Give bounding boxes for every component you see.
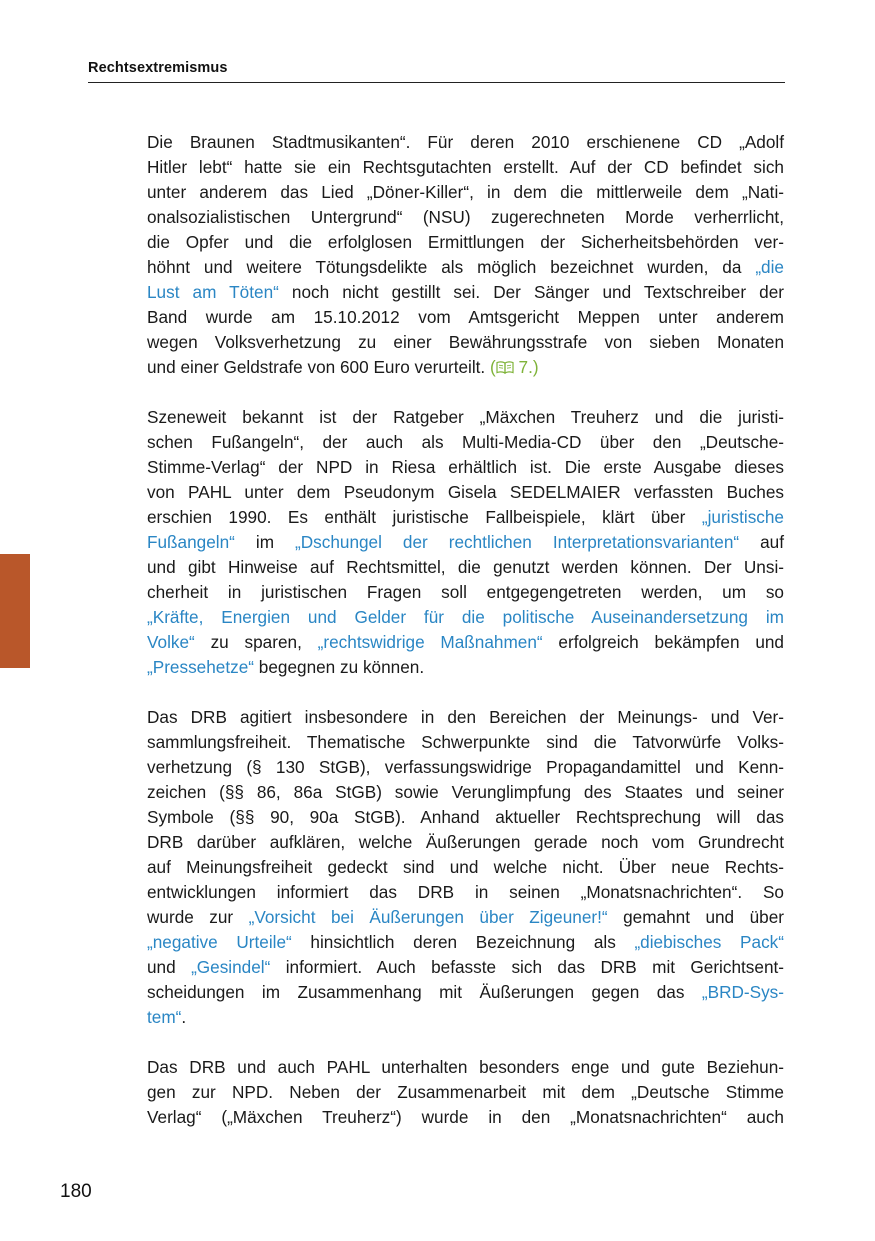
paragraph: [147, 705, 784, 1030]
text-line: [147, 280, 784, 305]
quoted-phrase: „Kräfte, Energien und Gelder für die politische Auseinandersetzung im: [147, 607, 784, 627]
text-line: [147, 580, 784, 605]
text-segment: DRB darüber aufklären, welche Äußerungen gerade noch vom Grundrecht: [147, 832, 784, 852]
text-segment: höhnt und weitere Tötungsdelikte als möglich bezeichnet wurden, da: [147, 257, 756, 277]
text-line: [147, 605, 784, 630]
running-head: Rechtsextremismus: [88, 60, 228, 76]
text-segment: Das DRB und auch PAHL unterhalten besonders enge und gute Beziehun-: [147, 1057, 784, 1077]
paragraph: [147, 405, 784, 680]
text-line: [147, 430, 784, 455]
text-segment: Szeneweit bekannt ist der Ratgeber „Mäxchen Treuherz und die juristi-: [147, 407, 784, 427]
reference-open-paren: (: [490, 357, 496, 377]
text-line: [147, 855, 784, 880]
text-segment: informiert. Auch befasste sich das DRB mit Gerichtsent-: [270, 957, 785, 977]
text-line: [147, 330, 784, 355]
text-segment: und gibt Hinweise auf Rechtsmittel, die genutzt werden können. Der Unsi-: [147, 557, 784, 577]
quoted-phrase: „negative Urteile“: [147, 932, 292, 952]
text-line: [147, 355, 784, 380]
text-segment: auf: [739, 532, 784, 552]
chapter-side-tab: [0, 554, 30, 668]
text-segment: gemahnt und über: [607, 907, 784, 927]
text-segment: begegnen zu können.: [254, 657, 425, 677]
quoted-phrase: „rechtswidrige Maßnahmen“: [317, 632, 543, 652]
text-segment: erfolgreich bekämpfen und: [542, 632, 784, 652]
text-line: [147, 1055, 784, 1080]
text-segment: Symbole (§§ 90, 90a StGB). Anhand aktueller Rechtsprechung will das: [147, 807, 784, 827]
text-segment: Das DRB agitiert insbesondere in den Bereichen der Meinungs- und Ver-: [147, 707, 784, 727]
text-line: [147, 230, 784, 255]
text-line: [147, 155, 784, 180]
text-line: [147, 555, 784, 580]
quoted-phrase: tem“: [147, 1007, 182, 1027]
text-segment: von PAHL unter dem Pseudonym Gisela SEDELMAIER verfassten Buches: [147, 482, 784, 502]
reference-number: 7.: [518, 357, 533, 377]
text-segment: entwicklungen informiert das DRB in seinen „Monatsnachrichten“. So: [147, 882, 784, 902]
text-line: [147, 505, 784, 530]
text-line: [147, 305, 784, 330]
body-text: [147, 130, 784, 1155]
text-line: [147, 205, 784, 230]
text-line: [147, 455, 784, 480]
text-segment: cherheit in juristischen Fragen soll entgegengetreten werden, um so: [147, 582, 784, 602]
text-segment: hinsichtlich deren Bezeichnung als: [291, 932, 635, 952]
text-segment: und einer Geldstrafe von 600 Euro verurteilt.: [147, 357, 490, 377]
text-segment: zeichen (§§ 86, 86a StGB) sowie Verunglimpfung des Staates und seiner: [147, 782, 784, 802]
page-number: 180: [60, 1181, 92, 1202]
text-segment: Stimme-Verlag“ der NPD in Riesa erhältlich ist. Die erste Ausgabe dieses: [147, 457, 784, 477]
text-line: [147, 730, 784, 755]
text-line: [147, 755, 784, 780]
text-segment: Verlag“ („Mäxchen Treuherz“) wurde in den „Monatsnachrichten“ auch: [147, 1107, 784, 1127]
text-segment: .: [181, 1007, 187, 1027]
text-line: [147, 480, 784, 505]
quoted-phrase: „BRD-Sys-: [701, 982, 784, 1002]
text-segment: sammlungsfreiheit. Thematische Schwerpunkte sind die Tatvorwürfe Volks-: [147, 732, 784, 752]
text-line: [147, 1005, 784, 1030]
quoted-phrase: „die: [755, 257, 784, 277]
text-segment: gen zur NPD. Neben der Zusammenarbeit mit dem „Deutsche Stimme: [147, 1082, 784, 1102]
quoted-phrase: „diebisches Pack“: [634, 932, 784, 952]
quoted-phrase: „Gesindel“: [191, 957, 271, 977]
text-line: [147, 655, 784, 680]
text-segment: Die Braunen Stadtmusikanten“. Für deren 2010 erschienene CD „Adolf: [147, 132, 784, 152]
cross-reference[interactable]: [490, 357, 539, 377]
text-segment: onalsozialistischen Untergrund“ (NSU) zugerechneten Morde verherrlicht,: [147, 207, 784, 227]
text-segment: und: [147, 957, 192, 977]
text-line: [147, 705, 784, 730]
text-line: [147, 780, 784, 805]
text-line: [147, 880, 784, 905]
quoted-phrase: „Pressehetze“: [147, 657, 254, 677]
text-segment: schen Fußangeln“, der auch als Multi-Media-CD über den „Deutsche-: [147, 432, 784, 452]
text-segment: die Opfer und die erfolglosen Ermittlungen der Sicherheitsbehörden ver-: [147, 232, 784, 252]
text-line: [147, 955, 784, 980]
book-icon: [496, 356, 514, 369]
text-line: [147, 805, 784, 830]
quoted-phrase: „Vorsicht bei Äußerungen über Zigeuner!“: [248, 907, 608, 927]
text-line: [147, 630, 784, 655]
quoted-phrase: „juristische: [701, 507, 784, 527]
paragraph: [147, 130, 784, 380]
text-line: [147, 530, 784, 555]
text-segment: Band wurde am 15.10.2012 vom Amtsgericht Meppen unter anderem: [147, 307, 784, 327]
text-segment: verhetzung (§ 130 StGB), verfassungswidrige Propagandamittel und Kenn-: [147, 757, 784, 777]
quoted-phrase: Volke“: [147, 632, 195, 652]
quoted-phrase: „Dschungel der rechtlichen Interpretationsvarianten“: [295, 532, 740, 552]
text-line: [147, 130, 784, 155]
text-segment: auf Meinungsfreiheit gedeckt sind und welche nicht. Über neue Rechts-: [147, 857, 784, 877]
text-line: [147, 255, 784, 280]
text-segment: erschien 1990. Es enthält juristische Fallbeispiele, klärt über: [147, 507, 702, 527]
quoted-phrase: Fußangeln“: [147, 532, 235, 552]
text-segment: wegen Volksverhetzung zu einer Bewährungsstrafe von sieben Monaten: [147, 332, 784, 352]
text-line: [147, 905, 784, 930]
paragraph: [147, 1055, 784, 1130]
text-line: [147, 980, 784, 1005]
text-line: [147, 180, 784, 205]
text-line: [147, 1105, 784, 1130]
text-line: [147, 930, 784, 955]
text-line: [147, 830, 784, 855]
text-segment: im: [234, 532, 295, 552]
text-segment: zu sparen,: [194, 632, 318, 652]
text-segment: Hitler lebt“ hatte sie ein Rechtsgutachten erstellt. Auf der CD befindet sich: [147, 157, 784, 177]
quoted-phrase: Lust am Töten“: [147, 282, 279, 302]
text-segment: wurde zur: [147, 907, 249, 927]
text-line: [147, 405, 784, 430]
text-segment: unter anderem das Lied „Döner-Killer“, in dem die mittlerweile dem „Nati-: [147, 182, 784, 202]
text-line: [147, 1080, 784, 1105]
reference-close-paren: ): [532, 357, 539, 377]
text-segment: scheidungen im Zusammenhang mit Äußerungen gegen das: [147, 982, 702, 1002]
header-rule: [88, 82, 785, 83]
text-segment: noch nicht gestillt sei. Der Sänger und Textschreiber der: [278, 282, 784, 302]
